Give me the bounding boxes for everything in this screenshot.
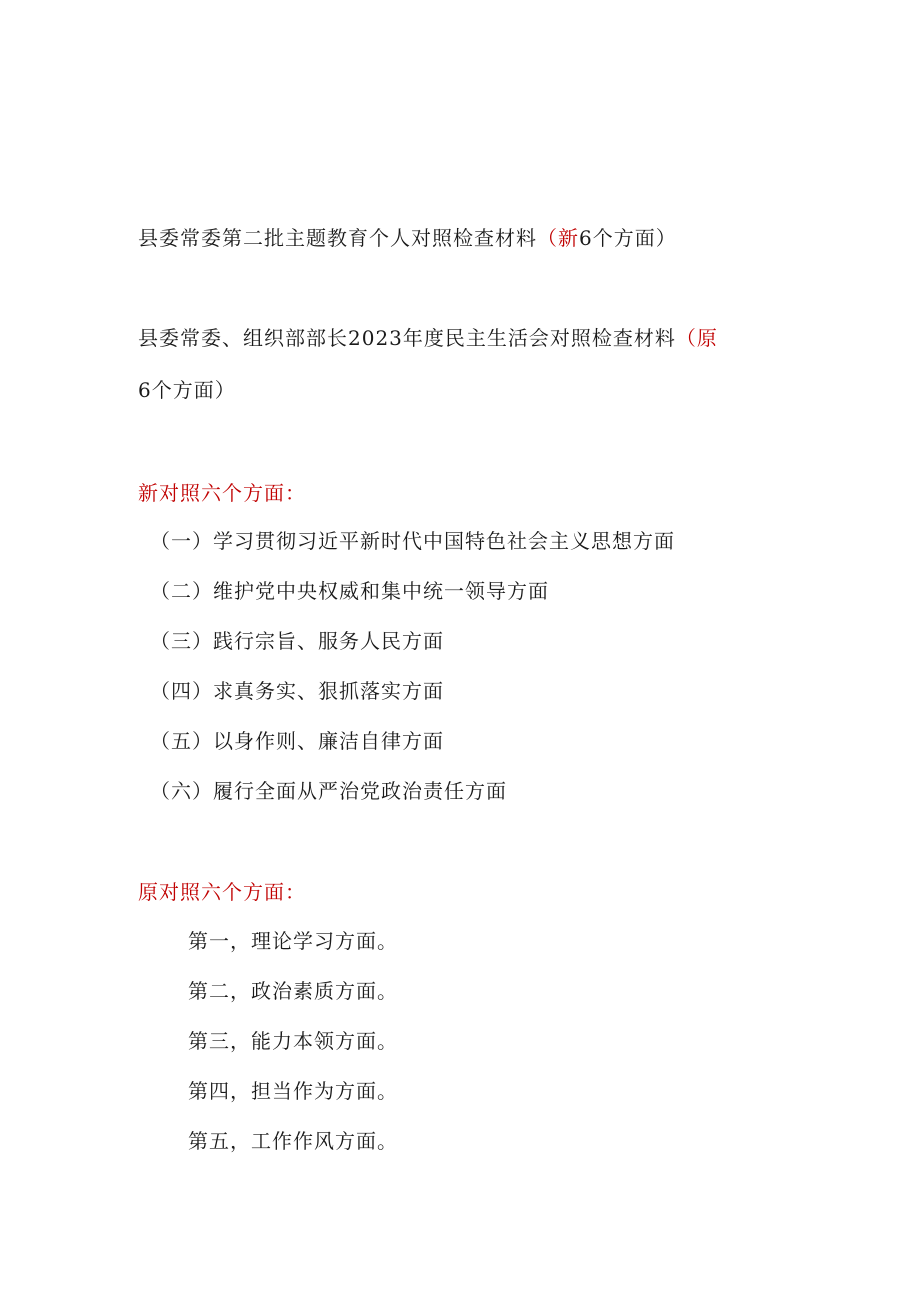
old-item-5: 第五，工作作风方面。 bbox=[188, 1129, 398, 1153]
title-2-text: 县委常委、组织部部长2023年度民主生活会对照检查材料 bbox=[138, 326, 676, 350]
old-item-4: 第四，担当作为方面。 bbox=[188, 1079, 398, 1103]
title-2-red-mark: 原 bbox=[696, 326, 718, 350]
new-item-1: （一）学习贯彻习近平新时代中国特色社会主义思想方面 bbox=[150, 529, 675, 553]
new-item-6: （六）履行全面从严治党政治责任方面 bbox=[150, 779, 507, 803]
document-title-2 bbox=[138, 325, 718, 351]
title-1-red-mark: 新 bbox=[558, 226, 579, 250]
title-1-text: 县委常委第二批主题教育个人对照检查材料 bbox=[138, 226, 537, 250]
new-item-2: （二）维护党中央权威和集中统一领导方面 bbox=[150, 579, 549, 603]
new-section-heading: 新对照六个方面： bbox=[138, 481, 306, 505]
new-item-4: （四）求真务实、狠抓落实方面 bbox=[150, 679, 444, 703]
new-item-3: （三）践行宗旨、服务人民方面 bbox=[150, 629, 444, 653]
old-item-1: 第一，理论学习方面。 bbox=[188, 929, 398, 953]
title-1-paren-open: （ bbox=[537, 226, 558, 250]
new-item-5: （五）以身作则、廉洁自律方面 bbox=[150, 729, 444, 753]
old-item-2: 第二，政治素质方面。 bbox=[188, 979, 398, 1003]
old-section-heading: 原对照六个方面： bbox=[138, 880, 306, 904]
document-title-2-line-2: 6个方面） bbox=[138, 378, 236, 402]
document-title-1 bbox=[138, 225, 677, 251]
old-item-3: 第三，能力本领方面。 bbox=[188, 1029, 398, 1053]
title-2-paren-open: （ bbox=[675, 326, 697, 350]
title-1-rest: 6个方面） bbox=[579, 226, 677, 250]
